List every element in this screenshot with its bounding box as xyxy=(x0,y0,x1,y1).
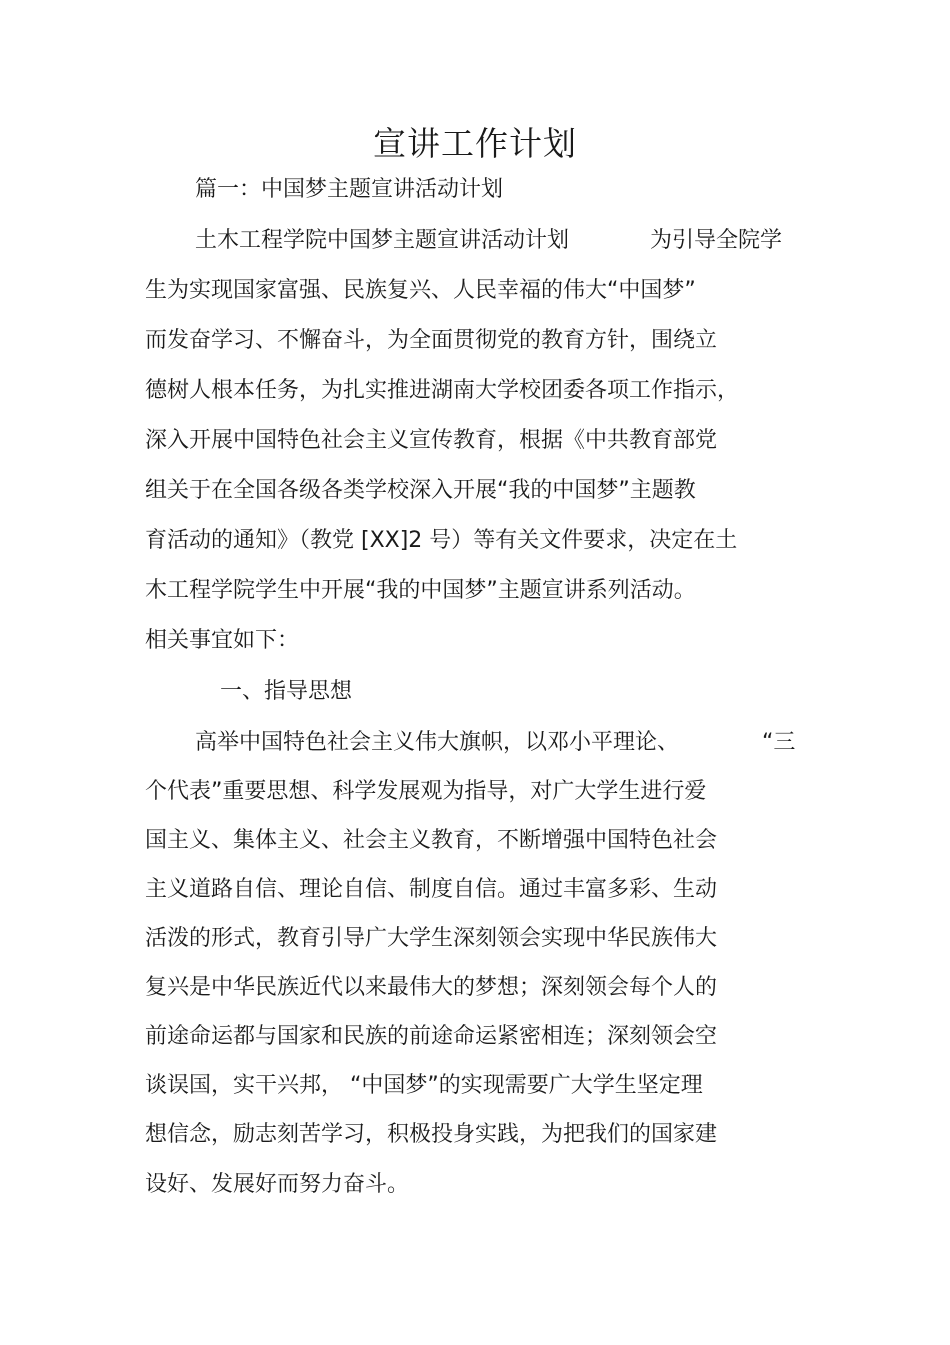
subheading-guiding-ideology: 一、指导思想 xyxy=(220,679,353,704)
intro-line-5: 组关于在全国各级各类学校深入开展“我的中国梦”主题教 xyxy=(145,478,696,503)
para2-line-1: 个代表”重要思想、科学发展观为指导，对广大学生进行爱 xyxy=(145,779,707,804)
intro-lead-line xyxy=(195,226,569,256)
document-title: 宣讲工作计划 xyxy=(373,124,577,163)
intro-line-3: 德树人根本任务，为扎实推进湖南大学校团委各项工作指示， xyxy=(145,378,740,403)
para2-line-3: 主义道路自信、理论自信、制度自信。通过丰富多彩、生动 xyxy=(145,877,718,902)
intro-line-7: 木工程学院学生中开展“我的中国梦”主题宣讲系列活动。 xyxy=(145,578,696,603)
section-heading: 篇一：中国梦主题宣讲活动计划 xyxy=(195,177,504,202)
para2-line-7: 谈误国，实干兴邦， “中国梦”的实现需要广大学生坚定理 xyxy=(145,1073,703,1098)
intro-line-8: 相关事宜如下： xyxy=(145,628,300,653)
intro-line-1: 生为实现国家富强、民族复兴、人民幸福的伟大“中国梦” xyxy=(145,278,696,303)
intro-lead-right: 为引导全院学 xyxy=(650,228,783,253)
intro-line-6: 育活动的通知》（教党 [XX]2 号）等有关文件要求，决定在土 xyxy=(145,528,738,553)
intro-lead-left: 土木工程学院中国梦主题宣讲活动计划 xyxy=(195,228,570,253)
intro-line-2: 而发奋学习、不懈奋斗，为全面贯彻党的教育方针，围绕立 xyxy=(145,328,718,353)
para2-line-5: 复兴是中华民族近代以来最伟大的梦想；深刻领会每个人的 xyxy=(145,975,718,1000)
para2-line-8: 想信念，励志刻苦学习，积极投身实践，为把我们的国家建 xyxy=(145,1122,718,1147)
para2-line-4: 活泼的形式，教育引导广大学生深刻领会实现中华民族伟大 xyxy=(145,926,718,951)
para2-line-2: 国主义、集体主义、社会主义教育，不断增强中国特色社会 xyxy=(145,828,718,853)
para2-lead-left: 高举中国特色社会主义伟大旗帜，以邓小平理论、 xyxy=(195,730,680,755)
para2-lead-right: “三 xyxy=(762,730,796,755)
para2-line-9: 设好、发展好而努力奋斗。 xyxy=(145,1172,410,1197)
para2-line-6: 前途命运都与国家和民族的前途命运紧密相连；深刻领会空 xyxy=(145,1024,718,1049)
intro-line-4: 深入开展中国特色社会主义宣传教育，根据《中共教育部党 xyxy=(145,428,718,453)
